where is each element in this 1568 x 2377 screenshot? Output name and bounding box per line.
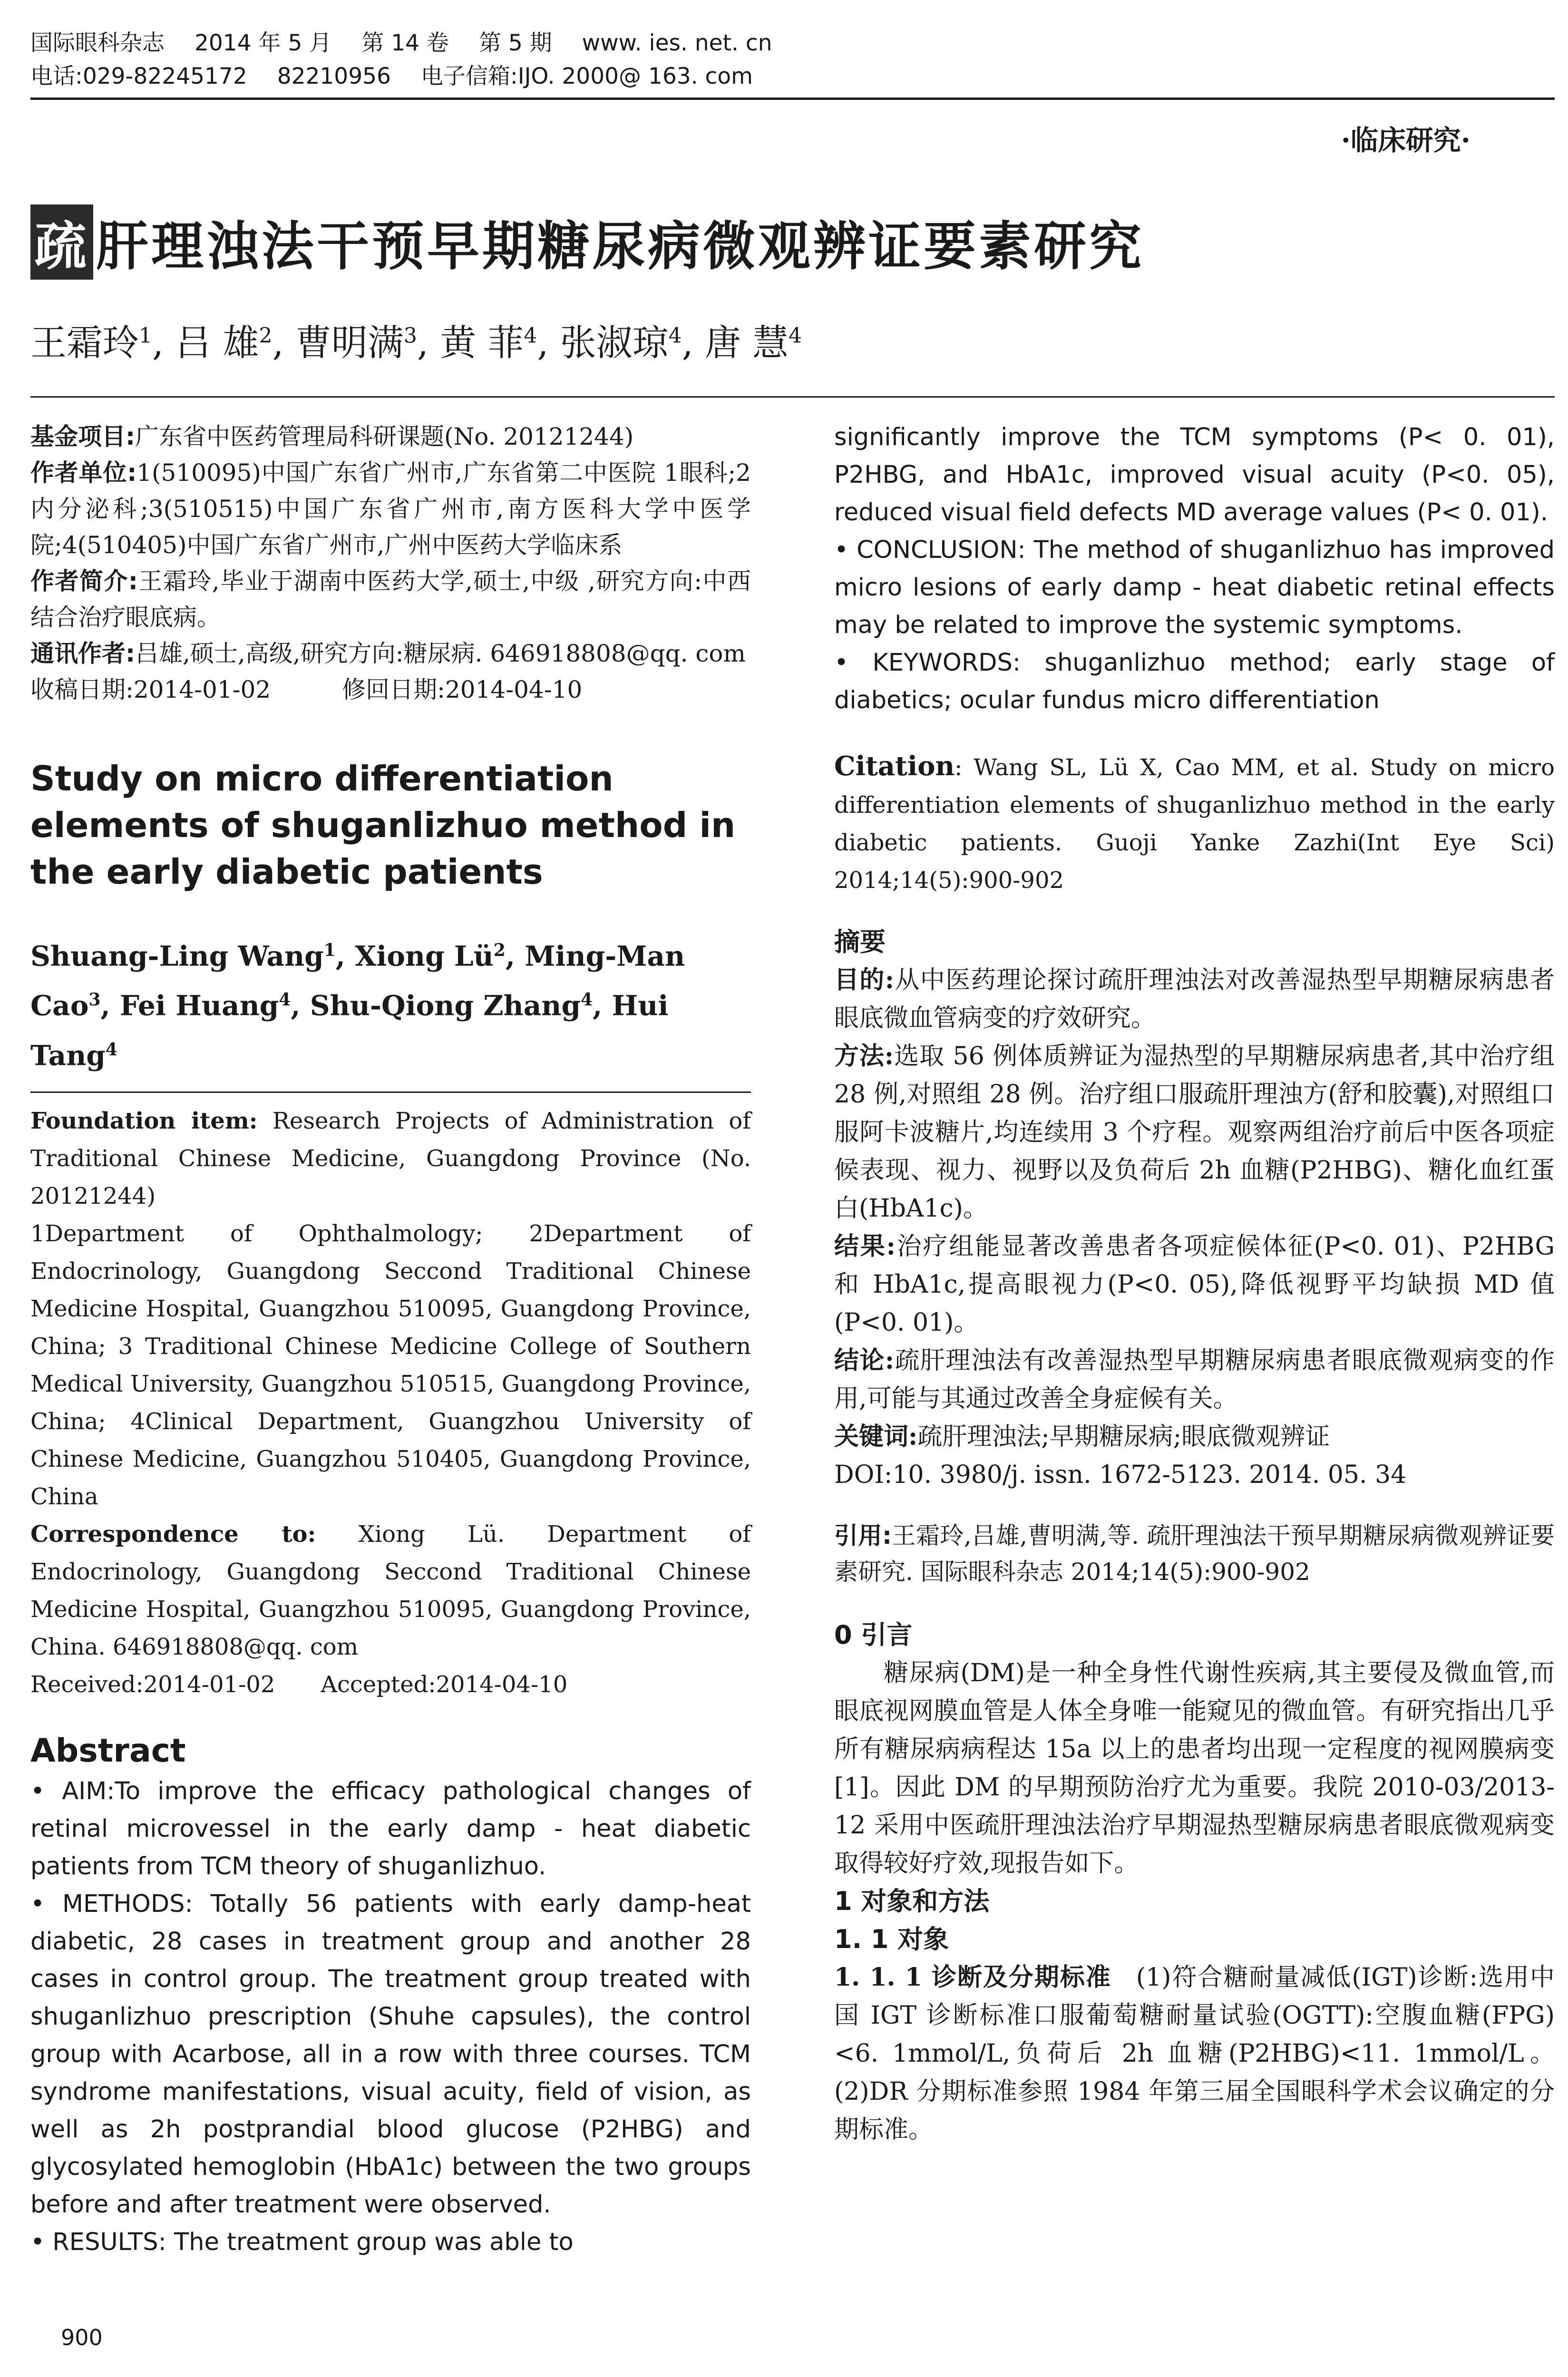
author: 王霜玲 <box>30 321 139 364</box>
author-sup: 2 <box>259 323 273 348</box>
author: 唐 慧 <box>704 321 789 364</box>
website-link[interactable]: www. ies. net. cn <box>582 30 772 56</box>
en-author: Fei Huang <box>119 989 279 1022</box>
dates-en <box>30 1666 751 1704</box>
fund-info <box>30 419 751 455</box>
accepted-en: Accepted:2014-04-10 <box>321 1671 568 1698</box>
journal-header <box>30 27 1533 93</box>
page-number: 900 <box>61 2325 103 2350</box>
keyword-label: 关键词: <box>834 1422 918 1451</box>
en-author-sup: 4 <box>279 990 291 1010</box>
en-author: Ming-Man Cao <box>30 940 685 1022</box>
corr-text: 吕雄,硕士,高级,研究方向:糖尿病. 646918808@qq. com <box>135 640 746 667</box>
jielun <box>834 1342 1555 1418</box>
zhaiyao-heading: 摘要 <box>834 927 886 957</box>
jieguo <box>834 1227 1555 1342</box>
spacer <box>834 899 1555 923</box>
departments: 1Department of Ophthalmology; 2Department of Endocrinology, Guangdong Seccond Traditional Chinese Medicine Hospital, Guangzhou 510095, Guangdong Province, China; 3 Traditional Chinese Medicine College of Southern Medical University, Guangzhou 510515, Guangdong Province, China; 4Clinical Department, Guangzhou University of Chinese Medicine, Guangzhou 510405, Guangdong Province, China <box>30 1220 751 1510</box>
spacer <box>834 1590 1555 1616</box>
abstract-results-continued: significantly improve the TCM symptoms (P< 0. 01), P2HBG, and HbA1c, improved visual acuity (P<0. 05), reduced visual field defects MD average values (P< 0. 01). <box>834 423 1555 526</box>
foundation-label: Foundation item: <box>30 1107 258 1134</box>
section-1-1-1-label: 1. 1. 1 诊断及分期标准 <box>834 1963 1111 1992</box>
section-1-heading: 1 对象和方法 <box>834 1886 990 1916</box>
title-rule <box>30 396 1555 398</box>
citation-text: : Wang SL, Lü X, Cao MM, et al. Study on micro differentiation elements of shuganlizhuo method in the early diabetic patients. Guoji Yanke Zazhi(Int Eye Sci) 2014;14(5):900-902 <box>834 754 1555 894</box>
jieguo-text: 治疗组能显著改善患者各项症候体征(P<0. 01)、P2HBG 和 HbA1c,提高眼视力(P<0. 05),降低视野平均缺损 MD 值(P<0. 01)。 <box>834 1232 1555 1337</box>
section-1-1-1-text: (1)符合糖耐量减低(IGT)诊断:选用中国 IGT 诊断标准口服葡萄糖耐量试验(OGTT):空腹血糖(FPG)<6. 1mmol/L,负荷后 2h 血糖(P2HBG)<11. 1mmol/L。(2)DR 分期标准参照 1984 年第三届全国眼科学术会议确定的分期标准。 <box>834 1963 1555 2144</box>
volume: 第 14 卷 <box>361 30 449 56</box>
bio-label: 作者简介: <box>30 567 138 595</box>
intro-paragraph: 糖尿病(DM)是一种全身性代谢性疾病,其主要侵及微血管,而眼底视网膜血管是人体全身唯一能窥见的微血管。有研究指出几乎所有糖尿病病程达 15a 以上的患者均出现一定程度的视网膜病变[1]。因此 DM 的早期预防治疗尤为重要。我院 2010-03/2013-12 采用中医疏肝理浊法治疗早期湿热型糖尿病患者眼底微观病变取得较好疗效,现报告如下。 <box>834 1659 1555 1878</box>
dates-cn <box>30 672 751 708</box>
foundation-text: Research Projects of Administration of Traditional Chinese Medicine, Guangdong Province (No. 20121244) <box>30 1107 751 1209</box>
english-authors: Shuang-Ling Wang$^1$, Xiong $Lü^2$, Ming-Man Cao$^3$, Fei Huang$^4$, Shu-Qiong Zhang$^4$, Hui Tang$^4$ <box>30 940 685 1072</box>
revised-cn: 修回日期:2014-04-10 <box>342 676 583 703</box>
spacer <box>30 708 751 755</box>
received-en: Received:2014-01-02 <box>30 1671 275 1698</box>
section-1-1-heading: 1. 1 对象 <box>834 1924 949 1954</box>
email[interactable]: 电子信箱:IJO. 2000@ 163. com <box>420 63 753 89</box>
en-author-sup: 4 <box>105 1039 117 1060</box>
fangfa-text: 选取 56 例体质辨证为湿热型的早期糖尿病患者,其中治疗组 28 例,对照组 28 例。治疗组口服疏肝理浊方(舒和胶囊),对照组口服阿卡波糖片,均连续用 3 个疗程。观察两组治疗前后中医各项症候表现、视力、视野以及负荷后 2h 血糖(P2HBG)、糖化血红蛋白(HbA1c)。 <box>834 1042 1555 1223</box>
fund-text: 广东省中医药管理局科研课题(No. 20121244) <box>135 423 634 450</box>
journal-name: 国际眼科杂志 <box>30 30 165 56</box>
fund-label: 基金项目: <box>30 423 135 450</box>
issue-date: 2014 年 5 月 <box>194 30 332 56</box>
mudi-label: 目的: <box>834 965 895 994</box>
title-initial: 疏 <box>30 205 93 280</box>
issue-number: 第 5 期 <box>478 30 552 56</box>
article-title <box>30 205 1529 280</box>
spacer <box>30 895 751 928</box>
spacer <box>834 1494 1555 1518</box>
unit-label: 作者单位: <box>30 459 137 487</box>
abstract-conclusion: • CONCLUSION: The method of shuganlizhuo has improved micro lesions of early damp - heat diabetic retinal effects may be related to improve the systemic symptoms. <box>834 536 1555 639</box>
correspondence-text: Xiong Lü. Department of Endocrinology, Guangdong Seccond Traditional Chinese Medicine Hospital, Guangzhou 510095, Guangdong Province, China. 646918808@qq. com <box>30 1520 751 1660</box>
keyword-text: 疏肝理浊法;早期糖尿病;眼底微观辨证 <box>917 1422 1330 1451</box>
en-author-sup: 4 <box>581 990 593 1010</box>
en-author: Xiong Lü <box>355 940 494 973</box>
abstract-keywords: • KEYWORDS: shuganlizhuo method; early stage of diabetics; ocular fundus micro differentiation <box>834 649 1555 714</box>
spacer <box>30 1704 751 1730</box>
fangfa <box>834 1037 1555 1227</box>
header-line-2 <box>30 60 1533 93</box>
jielun-text: 疏肝理浊法有改善湿热型早期糖尿病患者眼底微观病变的作用,可能与其通过改善全身症候有关。 <box>834 1346 1555 1413</box>
author: 曹明满 <box>295 321 404 364</box>
en-author-sup: 1 <box>323 940 336 960</box>
author-sup: 1 <box>139 323 152 348</box>
section-tag: ·临床研究· <box>1341 124 1471 156</box>
keywords-cn <box>834 1418 1555 1456</box>
en-author: Hui Tang <box>30 989 669 1072</box>
en-author-sup: 2 <box>493 940 506 960</box>
correspondence-label: Correspondence to: <box>30 1520 316 1548</box>
phone-2: 82210956 <box>277 63 391 89</box>
spacer <box>30 1093 751 1102</box>
yinyong-label: 引用: <box>834 1522 892 1549</box>
author-unit <box>30 455 751 563</box>
author-sup: 4 <box>668 323 682 348</box>
corr-label: 通讯作者: <box>30 640 135 667</box>
foundation-item <box>30 1102 751 1215</box>
yinyong <box>834 1518 1555 1590</box>
authors-cn: 王霜玲$^1$, 吕 雄$^2$, 曹明满$^3$, 黄 菲$^4$, 张淑琼$^4$, 唐 慧$^4$ <box>30 321 802 364</box>
right-column <box>834 419 1555 2149</box>
jieguo-label: 结果: <box>834 1232 896 1261</box>
phone: 电话:029-82245172 <box>30 63 247 89</box>
corresponding-author <box>30 635 751 672</box>
citation <box>834 748 1555 899</box>
title-text: 肝理浊法干预早期糖尿病微观辨证要素研究 <box>96 216 1144 277</box>
author: 黄 菲 <box>440 321 524 364</box>
doi[interactable]: DOI:10. 3980/j. issn. 1672-5123. 2014. 05. 34 <box>834 1461 1407 1489</box>
fangfa-label: 方法: <box>834 1042 894 1071</box>
english-title: Study on micro differentiation elements of shuganlizhuo method in the early diabetic patients <box>30 759 736 892</box>
spacer <box>30 1077 751 1091</box>
en-author: Shuang-Ling Wang <box>30 940 324 973</box>
author-sup: 3 <box>403 323 417 348</box>
jielun-label: 结论: <box>834 1346 895 1375</box>
citation-label: Citation <box>834 750 955 782</box>
abstract-aim: • AIM:To improve the efficacy pathological changes of retinal microvessel in the early damp - heat diabetic patients from TCM theory of shuganlizhuo. <box>30 1777 751 1880</box>
intro-heading: 0 引言 <box>834 1620 913 1650</box>
en-author-sup: 3 <box>88 990 101 1010</box>
bio-text: 王霜玲,毕业于湖南中医药大学,硕士,中级 ,研究方向:中西结合治疗眼底病。 <box>30 567 751 631</box>
author: 张淑琼 <box>560 321 669 364</box>
unit-text: 1(510095)中国广东省广州市,广东省第二中医院 1眼科;2 内分泌科;3(510515)中国广东省广州市,南方医科大学中医学院;4(510405)中国广东省广州市,广州中医药大学临床系 <box>30 459 751 559</box>
section-1-1-1 <box>834 1958 1555 2149</box>
en-author: Shu-Qiong Zhang <box>310 989 581 1022</box>
mudi <box>834 961 1555 1037</box>
author-bio <box>30 563 751 635</box>
author-sup: 4 <box>789 323 802 348</box>
mudi-text: 从中医药理论探讨疏肝理浊法对改善湿热型早期糖尿病患者眼底微血管病变的疗效研究。 <box>834 966 1555 1033</box>
received-cn: 收稿日期:2014-01-02 <box>30 676 271 703</box>
header-rule <box>30 97 1555 100</box>
abstract-heading: Abstract <box>30 1732 186 1770</box>
yinyong-text: 王霜玲,吕雄,曹明满,等. 疏肝理浊法干预早期糖尿病微观辨证要素研究. 国际眼科杂志 2014;14(5):900-902 <box>834 1522 1555 1586</box>
correspondence <box>30 1516 751 1666</box>
header-line-1 <box>30 27 1533 60</box>
author-sup: 4 <box>524 323 537 348</box>
author: 吕 雄 <box>175 321 259 364</box>
abstract-methods: • METHODS: Totally 56 patients with early damp-heat diabetic, 28 cases in treatment group and another 28 cases in control group. The treatment group treated with shuganlizhuo prescription (Shuhe capsules), the control group with Acarbose, all in a row with three courses. TCM syndrome manifestations, visual acuity, field of vision, as well as 2h postprandial blood glucose (P2HBG) and glycosylated hemoglobin (HbA1c) between the two groups before and after treatment were observed. <box>30 1890 751 2219</box>
spacer <box>834 719 1555 748</box>
left-column <box>30 419 751 2261</box>
abstract-results: • RESULTS: The treatment group was able to <box>30 2228 574 2256</box>
